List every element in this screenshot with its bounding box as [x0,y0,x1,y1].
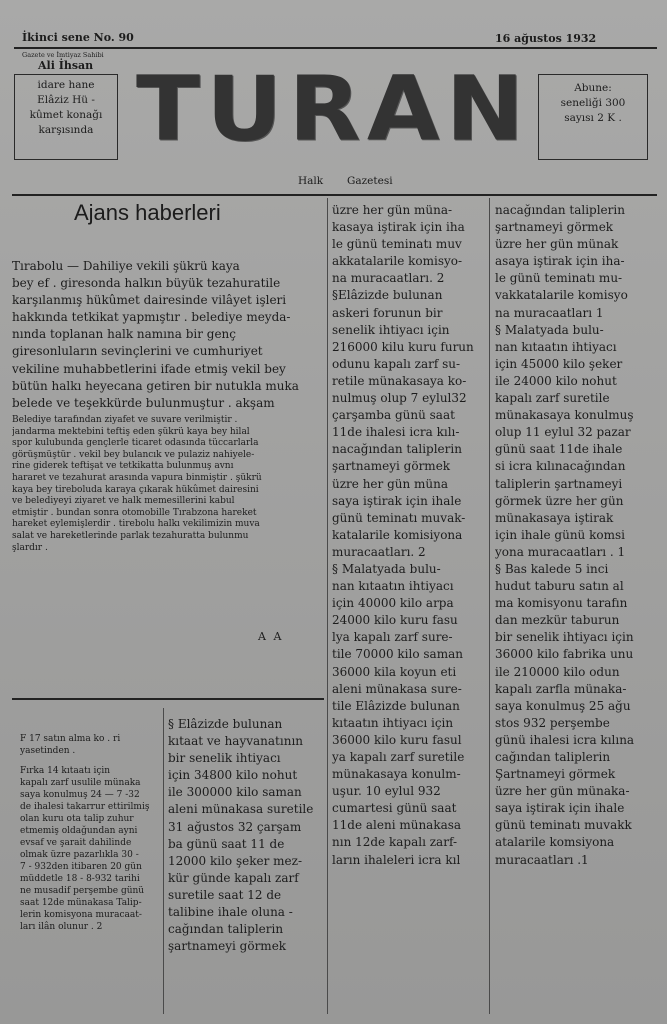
text-line: karşılanmış hükûmet dairesinde vilâyet işleri [12,293,287,308]
elaziz-supply-notice [168,716,322,955]
text-line: görmek üzre her gün [495,493,624,508]
text-line: şartnameyi görmek [168,939,287,954]
text-line: olmak üzre pazarlıkla 30 - [20,850,139,860]
text-line: atalarile komsiyona [495,835,615,850]
header-rule [12,194,657,196]
owner-label: Gazete ve İmtiyaz Sahibi [22,51,104,59]
subscription-line: sayısı 2 K . [564,112,622,124]
text-line: ma komisyonu tarafın [495,596,628,611]
text-line: 11de aleni münakasa [332,818,462,833]
column-divider [489,198,490,1014]
text-line: üzre her gün müna [332,476,449,491]
text-line: salat ve hareketlerinde parlak tezahuratta bulunmu [12,530,249,541]
text-line: şartnameyi görmek [332,459,451,474]
text-line: katalarile komisiyona [332,527,463,542]
text-line: spor kulubunda gençlerle ticaret odasında tüccarlarla [12,438,259,449]
text-line: saya iştirak için ihale [332,493,462,508]
owner-name: Ali İhsan [38,59,94,72]
text-line: şlardır . [12,542,48,553]
column-2-notices [332,202,484,869]
text-line: olup 11 eylul 32 pazar [495,425,631,440]
text-line: münakasaya konulmuş [495,408,634,423]
column-divider [163,708,164,1014]
text-line: kapalı zarfla münaka- [495,681,627,696]
text-line: günü ihalesi icra kılına [495,732,635,747]
text-line: nında toplanan halk namına bir genç [12,327,236,342]
text-line: bir senelik ihtiyacı [168,751,281,766]
text-line: si icra kılınacağından [495,459,626,474]
text-line: günü teminatı muvakk [495,818,632,833]
text-line: muracaatları .1 [495,852,589,867]
text-line: bey ef . giresonda halkın büyük tezahuratile [12,276,281,291]
text-line: 11de ihalesi icra kılı- [332,425,460,440]
text-line: akkatalarile komisyo- [332,254,463,269]
text-line: na muracaatları. 2 [332,271,445,286]
tagline-right: Gazetesi [347,175,393,187]
text-line: etmiştir . bundan sonra otomobille Tırabzona hareket [12,507,257,518]
text-line: hudut taburu satın al [495,579,624,594]
text-line: vakkatalarile komisyo [495,288,628,303]
signature: A A [258,630,284,643]
text-line: saat 12de münakasa Talip- [20,898,142,908]
text-line: nan kıtaatın ihtiyacı [495,339,617,354]
top-rule [14,47,657,49]
text-line: nın 12de kapalı zarf- [332,835,458,850]
text-line: nacağından taliplerin [332,442,462,457]
text-line: yona muracaatları . 1 [495,544,626,559]
ajans-article-body [12,258,322,412]
text-line: taliplerin şartnameyi [495,476,623,491]
text-line: görüşmüştür . vekil bey bulancık ve pulaziz nahiyele- [12,449,255,460]
text-line: için 45000 kilo şeker [495,356,623,371]
text-line: kasaya iştirak için iha [332,220,465,235]
ajans-article-small [12,415,322,554]
text-line: 7 - 932den itibaren 20 gün [20,862,142,872]
text-line: kür günde kapalı zarf [168,870,299,885]
spacer [20,757,160,765]
text-line: jandarma mektebini teftiş eden şükrü kaya bey hilal [12,426,250,437]
text-line: giresonluların sevinçlerini ve cumhuriyet [12,344,263,359]
text-line: münakasaya konulm- [332,767,461,782]
text-line: lya kapalı zarf sure- [332,630,453,645]
text-line: 24000 kilo kuru fasu [332,613,458,628]
text-line: ları ilân olunur . 2 [20,922,103,932]
text-line: kıtaat ve hayvanatının [168,734,304,749]
text-line: ne musadif perşembe günü [20,886,145,896]
text-line: yasetinden . [20,746,76,756]
text-line: nulmuş olup 7 eylul32 [332,391,467,406]
column-divider [327,198,328,1014]
text-line: cağından taliplerin [168,922,284,937]
text-line: Fırka 14 kıtaatı için [20,766,111,776]
text-line: belede ve teşekkürde bulunmuştur . akşam [12,395,275,410]
text-line: le günü teminatı mu- [495,271,623,286]
office-line: kûmet konağı [29,109,103,121]
text-line: 31 ağustos 32 çarşam [168,819,302,834]
text-line: 36000 kila koyun eti [332,664,457,679]
text-line: retile münakasaya ko- [332,373,467,388]
text-line: saya konulmuş 25 ağu [495,698,631,713]
tagline-left: Halk [298,175,324,187]
text-line: Belediye tarafından ziyafet ve suvare verilmiştir . [12,415,238,425]
text-line: talibine ihale oluna - [168,905,293,920]
text-line: kapalı zarf suretile [495,391,610,406]
text-line: cağından taliplerin [495,750,611,764]
text-line: de ihalesi takarrur ettirilmiş [20,802,150,812]
text-line: § Bas kalede 5 inci [495,561,609,576]
text-line: odunu kapalı zarf su- [332,356,461,371]
text-line: uşur. 10 eylul 932 [332,784,441,799]
text-line: 216000 kilu kuru furun [332,339,474,354]
text-line: senelik ihtiyacı için [332,322,450,337]
office-line: Elâziz Hü - [37,94,95,106]
text-line: stos 932 perşembe [495,715,610,730]
text-line: dan mezkür taburun [495,613,620,628]
text-line: F 17 satın alma ko . ri [20,734,121,744]
text-line: olan kuru ota talip zuhur [20,814,134,824]
text-line: üzre her gün münak [495,237,619,252]
text-line: aleni münakasa sure- [332,681,462,696]
office-line: idare hane [37,79,95,91]
text-line: na muracaatları 1 [495,305,604,320]
text-line: hararet ve tezahurat arasında vapura binmiştir . şükrü [12,472,262,483]
text-line: üzre her gün müna- [332,203,453,217]
text-line: için 40000 kilo arpa [332,596,454,611]
text-line: tile Elâzizde bulunan [332,698,460,713]
text-line: bütün halkı heyecana getiren bir nutukla muka [12,378,299,393]
text-line: 36000 kilo kuru fasul [332,732,462,747]
text-line: § Malatyada bulu- [495,322,604,337]
text-line: ya kapalı zarf suretile [332,750,465,764]
text-line: için 34800 kilo nohut [168,768,298,783]
text-line: ile 210000 kilo odun [495,664,620,679]
text-line: muracaatları. 2 [332,544,426,559]
text-line: cumartesi günü saat [332,801,457,816]
office-address-box [14,74,118,160]
subscription-line: Abune: [574,82,612,94]
text-line: asaya iştirak için iha- [495,254,625,269]
text-line: Şartnameyi görmek [495,767,616,782]
text-line: evsaf ve şarait dahilinde [20,838,132,848]
section-rule [12,698,324,700]
text-line: vekiline muhabbetlerini ifade etmiş vekil bey [12,361,286,376]
issue-date: 16 ağustos 1932 [495,32,597,45]
text-line: ların ihaleleri icra kıl [332,852,461,867]
article-title: Ajans haberleri [74,200,221,225]
masthead-title: TURAN [136,57,531,162]
text-line: nan kıtaatın ihtiyacı [332,579,454,594]
subscription-box [538,74,648,160]
text-line: hareket eylemişlerdir . tirebolu halkı vekilimizin muva [12,519,260,530]
text-line: etmemiş oldağundan ayni [20,826,138,836]
text-line: kıtaatın ihtiyacı için [332,715,454,730]
text-line: saya iştirak için ihale [495,801,625,816]
text-line: kaya bey tireboluda karaya çıkarak hükûmet dairesini [12,484,259,495]
text-line: hakkında tetkikat yapmıştır . belediye meyda- [12,310,291,325]
hay-tender-notice [20,733,160,933]
text-line: günü saat 11de ihale [495,442,623,457]
text-line: 12000 kilo şeker mez- [168,853,303,868]
text-line: Tırabolu — Dahiliye vekili şükrü kaya [12,259,240,273]
text-line: ile 24000 kilo nohut [495,373,617,388]
text-line: bir senelik ihtiyacı için [495,630,634,645]
subscription-line: seneliği 300 [560,97,626,109]
issue-number: İkinci sene No. 90 [22,31,134,44]
text-line: ile 300000 kilo saman [168,785,302,800]
text-line: suretile saat 12 de [168,887,282,902]
text-line: askeri forunun bir [332,305,443,320]
text-line: üzre her gün münaka- [495,784,630,799]
text-line: kapalı zarf usulile münaka [20,778,141,788]
text-line: günü teminatı muvak- [332,510,466,525]
text-line: ba günü saat 11 de [168,836,285,851]
text-line: müddetle 18 - 8-932 tarihi [20,874,140,884]
office-line: karşısında [38,124,94,136]
text-line: le günü teminatı muv [332,237,462,252]
text-line: saya konulmuş 24 — 7 -32 [20,790,140,800]
column-3-notices [495,202,651,869]
text-line: § Malatyada bulu- [332,561,441,576]
text-line: lerin komisyona muracaat- [20,910,142,920]
text-line: §Elâzizde bulunan [332,288,443,303]
text-line: münakasaya iştirak [495,510,614,525]
text-line: rine giderek teftişat ve tetkikatta bulunmuş avnı [12,461,234,472]
text-line: nacağından taliplerin [495,203,625,217]
text-line: çarşamba günü saat [332,408,455,423]
text-line: için ihale günü komsi [495,527,625,542]
text-line: şartnameyi görmek [495,220,614,235]
text-line: § Elâzizde bulunan [168,717,283,731]
text-line: aleni münakasa suretile [168,802,314,817]
text-line: ve belediyeyi ziyaret ve halk memesillerini kabul [12,496,235,507]
text-line: 36000 kilo fabrika unu [495,647,634,662]
text-line: tile 70000 kilo saman [332,647,463,662]
